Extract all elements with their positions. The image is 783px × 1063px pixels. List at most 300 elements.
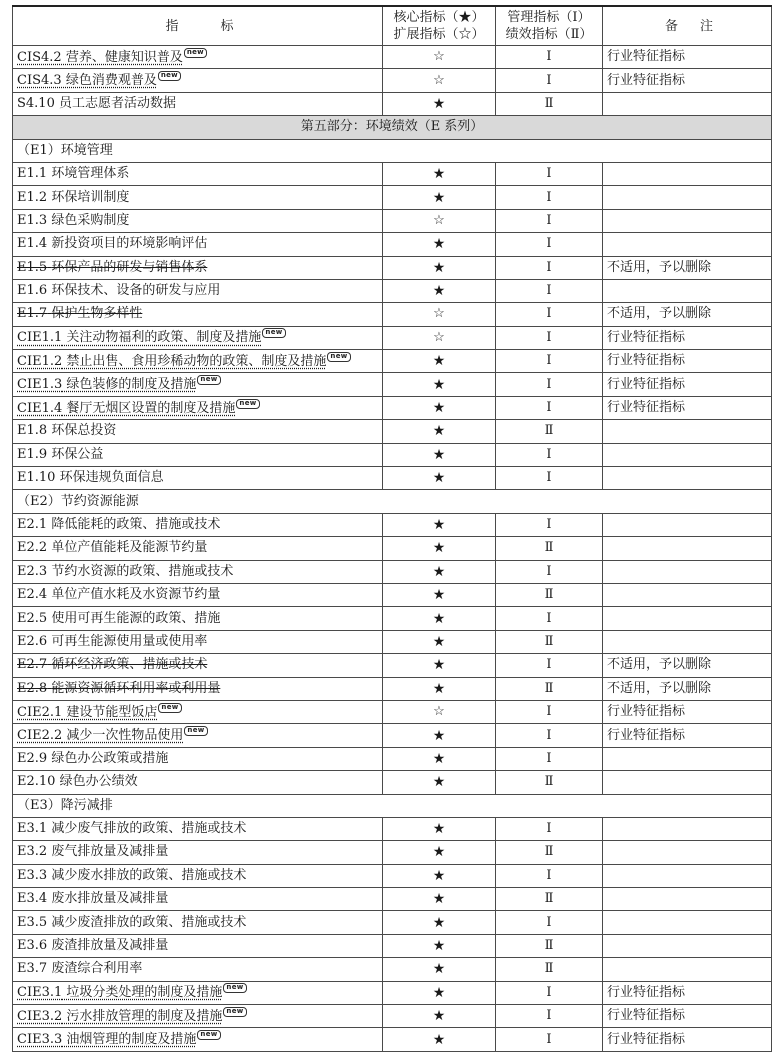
header-core-extended [383,6,496,46]
subsection-row [13,794,772,817]
core-star-icon: ★ [383,373,496,396]
extended-star-icon: ☆ [383,326,496,349]
table-row [13,396,772,419]
table-row [13,326,772,349]
table-row [13,771,772,794]
indicator-type: Ⅱ [496,420,603,443]
table-row [13,747,772,770]
indicator-code: E3.6 [17,938,48,954]
indicator-code: E2.8 [17,680,48,696]
indicator-cell [13,560,383,583]
indicator-name: 餐厅无烟区设置的制度及措施 [66,400,236,416]
table-row [13,888,772,911]
indicator-type: Ⅱ [496,958,603,981]
indicator-text [17,774,138,789]
header-indicator-label: 指标 [165,18,276,34]
indicator-text [17,470,164,485]
indicator-text [17,306,142,321]
indicator-table [12,5,772,1052]
table-row [13,46,772,69]
table-row [13,607,772,630]
indicator-cell [13,771,383,794]
indicator-name: 建设节能型饭店 [66,704,158,720]
indicator-type: Ⅰ [496,350,603,373]
table-row [13,209,772,232]
indicator-type: Ⅱ [496,934,603,957]
indicator-name: 污水排放管理的制度及措施 [66,1008,223,1024]
note-cell [603,630,772,653]
header-extended-label: 扩展指标（☆） [393,27,485,42]
indicator-type: Ⅱ [496,630,603,653]
table-row [13,69,772,92]
table-row [13,958,772,981]
indicator-cell [13,747,383,770]
indicator-name: 油烟管理的制度及措施 [66,1032,197,1048]
core-star-icon: ★ [383,513,496,536]
table-row [13,279,772,302]
indicator-name: 单位产值能耗及能源节约量 [51,540,208,556]
note-cell: 行业特征指标 [603,981,772,1004]
core-star-icon: ★ [383,467,496,490]
indicator-text [17,705,157,720]
indicator-text [17,587,220,602]
indicator-type: Ⅰ [496,654,603,677]
table-row [13,443,772,466]
indicator-type: Ⅰ [496,256,603,279]
indicator-code: E2.10 [17,774,56,790]
indicator-name: 废渣排放量及减排量 [51,938,169,954]
table-row [13,186,772,209]
indicator-text [17,728,183,743]
note-cell [603,233,772,256]
table-row [13,467,772,490]
indicator-name: 环境管理体系 [51,166,130,182]
indicator-type: Ⅰ [496,747,603,770]
indicator-cell [13,186,383,209]
table-row [13,256,772,279]
indicator-text [17,190,129,205]
table-row [13,841,772,864]
indicator-cell [13,1005,383,1028]
header-note [603,6,772,46]
indicator-cell [13,256,383,279]
extended-star-icon: ☆ [383,69,496,92]
indicator-code: CIE1.2 [17,353,63,369]
table-header [13,6,772,46]
table-row [13,934,772,957]
indicator-code: E1.10 [17,470,56,486]
table-row [13,864,772,887]
indicator-cell [13,841,383,864]
subsection-row [13,139,772,162]
note-cell [603,560,772,583]
indicator-code: E2.9 [17,750,48,766]
indicator-type: Ⅰ [496,817,603,840]
indicator-type: Ⅱ [496,677,603,700]
table-row [13,537,772,560]
note-cell [603,537,772,560]
indicator-type: Ⅰ [496,162,603,185]
note-cell: 不适用，予以删除 [603,256,772,279]
indicator-name: 循环经济政策、措施或技术 [51,657,208,673]
table-row [13,513,772,536]
indicator-name: 绿色消费观普及 [65,73,157,89]
note-cell: 行业特征指标 [603,326,772,349]
note-cell: 行业特征指标 [603,69,772,92]
table-row [13,350,772,373]
indicator-code: E1.7 [17,306,48,322]
indicator-name: 废渣综合利用率 [51,961,143,977]
indicator-text [17,1009,222,1024]
table-row [13,420,772,443]
indicator-type: Ⅰ [496,981,603,1004]
note-cell [603,771,772,794]
indicator-type: Ⅰ [496,700,603,723]
indicator-code: CIE1.3 [17,377,63,393]
indicator-name: 减少废水排放的政策、措施或技术 [51,867,247,883]
indicator-cell [13,888,383,911]
indicator-cell [13,1028,383,1051]
table-row [13,560,772,583]
header-management-performance [496,6,603,46]
indicator-cell [13,513,383,536]
indicator-type: Ⅰ [496,467,603,490]
indicator-code: E1.9 [17,446,48,462]
indicator-type: Ⅰ [496,560,603,583]
indicator-name: 绿色办公政策或措施 [51,750,169,766]
indicator-name: 环保公益 [51,446,104,462]
indicator-cell [13,233,383,256]
indicator-text [17,611,220,626]
core-star-icon: ★ [383,888,496,911]
indicator-code: E1.1 [17,166,48,182]
indicator-cell [13,420,383,443]
indicator-text [17,213,129,228]
indicator-code: S4.10 [17,95,55,111]
subsection-row [13,490,772,513]
indicator-type: Ⅰ [496,1028,603,1051]
indicator-type: Ⅰ [496,443,603,466]
indicator-code: CIS4.2 [17,49,62,65]
indicator-cell [13,864,383,887]
new-badge-icon: new [223,1007,246,1017]
indicator-cell [13,46,383,69]
indicator-type: Ⅱ [496,841,603,864]
note-cell [603,420,772,443]
indicator-text [17,283,220,298]
indicator-type: Ⅰ [496,279,603,302]
indicator-name: 节约水资源的政策、措施或技术 [51,563,234,579]
indicator-code: E3.4 [17,891,48,907]
subsection-title: （E3）降污减排 [13,794,772,817]
indicator-text [17,50,183,65]
indicator-type: Ⅰ [496,303,603,326]
indicator-name: 绿色采购制度 [51,212,130,228]
indicator-cell [13,958,383,981]
indicator-cell [13,911,383,934]
indicator-text [17,330,261,345]
indicator-text [17,681,220,696]
indicator-name: 可再生能源使用量或使用率 [51,633,208,649]
indicator-text [17,938,168,953]
table-row [13,92,772,115]
indicator-name: 减少一次性物品使用 [66,728,184,744]
table-row [13,724,772,747]
indicator-type: Ⅰ [496,46,603,69]
indicator-type: Ⅰ [496,513,603,536]
core-star-icon: ★ [383,92,496,115]
indicator-cell [13,467,383,490]
table-row [13,700,772,723]
header-management-label: 管理指标（Ⅰ） [507,10,591,25]
indicator-code: E2.5 [17,610,48,626]
note-cell: 行业特征指标 [603,396,772,419]
indicator-cell [13,396,383,419]
note-cell [603,583,772,606]
header-performance-label: 绩效指标（Ⅱ） [505,27,593,42]
indicator-cell [13,677,383,700]
core-star-icon: ★ [383,279,496,302]
indicator-text [17,657,207,672]
header-row [13,6,772,46]
core-star-icon: ★ [383,396,496,419]
indicator-cell [13,326,383,349]
indicator-code: CIE2.2 [17,728,63,744]
indicator-text [17,915,246,930]
indicator-name: 废气排放量及减排量 [51,844,169,860]
indicator-text [17,564,233,579]
indicator-type: Ⅰ [496,233,603,256]
indicator-cell [13,654,383,677]
indicator-cell [13,373,383,396]
core-star-icon: ★ [383,1005,496,1028]
indicator-type: Ⅰ [496,396,603,419]
indicator-name: 环保总投资 [51,423,117,439]
note-cell [603,888,772,911]
note-cell [603,513,772,536]
note-cell: 行业特征指标 [603,350,772,373]
indicator-cell [13,724,383,747]
table-row [13,233,772,256]
indicator-code: E2.1 [17,517,48,532]
note-cell [603,209,772,232]
indicator-text [17,73,157,88]
indicator-code: E1.3 [17,212,48,228]
indicator-name: 绿色装修的制度及措施 [66,377,197,393]
indicator-code: CIE3.3 [17,1032,63,1048]
indicator-code: E1.8 [17,423,48,439]
section-header-row [13,116,772,139]
core-star-icon: ★ [383,630,496,653]
note-cell: 不适用，予以删除 [603,654,772,677]
indicator-code: CIS4.3 [17,73,62,89]
note-cell: 行业特征指标 [603,724,772,747]
indicator-name: 废水排放量及减排量 [51,891,169,907]
core-star-icon: ★ [383,817,496,840]
indicator-text [17,961,142,976]
indicator-cell [13,69,383,92]
indicator-cell [13,279,383,302]
indicator-name: 减少废气排放的政策、措施或技术 [51,821,247,837]
table-row [13,162,772,185]
core-star-icon: ★ [383,162,496,185]
indicator-text [17,447,103,462]
new-badge-icon: new [184,48,207,58]
indicator-code: E1.6 [17,283,48,299]
extended-star-icon: ☆ [383,46,496,69]
note-cell [603,92,772,115]
core-star-icon: ★ [383,583,496,606]
indicator-cell [13,934,383,957]
table-row [13,654,772,677]
indicator-text [17,260,207,275]
indicator-cell [13,583,383,606]
indicator-text [17,166,129,181]
indicator-name: 禁止出售、食用珍稀动物的政策、制度及措施 [66,353,327,369]
indicator-code: CIE3.2 [17,1008,63,1024]
new-badge-icon: new [223,983,246,993]
indicator-cell [13,981,383,1004]
core-star-icon: ★ [383,934,496,957]
indicator-type: Ⅱ [496,771,603,794]
indicator-text [17,401,235,416]
indicator-text [17,1032,196,1047]
indicator-type: Ⅰ [496,209,603,232]
indicator-name: 能源资源循环利用率或利用量 [51,680,221,696]
core-star-icon: ★ [383,654,496,677]
extended-star-icon: ☆ [383,303,496,326]
indicator-type: Ⅰ [496,326,603,349]
indicator-code: CIE3.1 [17,985,63,1001]
indicator-text [17,236,207,251]
indicator-text [17,377,196,392]
indicator-code: E3.5 [17,914,48,930]
note-cell [603,279,772,302]
indicator-type: Ⅰ [496,911,603,934]
indicator-type: Ⅰ [496,373,603,396]
indicator-cell [13,630,383,653]
indicator-cell [13,303,383,326]
core-star-icon: ★ [383,420,496,443]
indicator-text [17,517,220,532]
indicator-code: E2.7 [17,657,48,673]
indicator-code: CIE2.1 [17,704,63,720]
subsection-title: （E1）环境管理 [13,139,772,162]
note-cell [603,958,772,981]
header-note-label: 备注 [664,18,735,34]
note-cell: 行业特征指标 [603,1028,772,1051]
note-cell [603,841,772,864]
indicator-cell [13,443,383,466]
core-star-icon: ★ [383,443,496,466]
new-badge-icon: new [184,726,207,736]
core-star-icon: ★ [383,747,496,770]
indicator-cell [13,162,383,185]
core-star-icon: ★ [383,841,496,864]
indicator-type: Ⅱ [496,888,603,911]
indicator-text [17,751,168,766]
subsection-title: （E2）节约资源能源 [13,490,772,513]
extended-star-icon: ☆ [383,209,496,232]
indicator-text [17,540,207,555]
indicator-text [17,634,207,649]
table-row [13,583,772,606]
indicator-name: 使用可再生能源的政策、措施 [51,610,221,626]
indicator-text [17,891,168,906]
table-row [13,677,772,700]
indicator-cell [13,350,383,373]
indicator-type: Ⅱ [496,583,603,606]
indicator-cell [13,700,383,723]
indicator-type: Ⅱ [496,537,603,560]
core-star-icon: ★ [383,958,496,981]
new-badge-icon: new [197,1030,220,1040]
indicator-text [17,868,246,883]
core-star-icon: ★ [383,560,496,583]
indicator-type: Ⅰ [496,864,603,887]
indicator-type: Ⅰ [496,724,603,747]
indicator-code: E1.5 [17,259,48,275]
note-cell [603,162,772,185]
core-star-icon: ★ [383,724,496,747]
indicator-text [17,96,176,111]
core-star-icon: ★ [383,186,496,209]
indicator-code: E3.1 [17,821,48,837]
indicator-name: 减少废渣排放的政策、措施或技术 [51,914,247,930]
indicator-name: 垃圾分类处理的制度及措施 [66,985,223,1001]
indicator-code: E3.2 [17,844,48,860]
indicator-text [17,423,116,438]
indicator-name: 单位产值水耗及水资源节约量 [51,587,221,603]
indicator-name: 环保技术、设备的研发与应用 [51,283,221,299]
indicator-name: 绿色办公绩效 [59,774,138,790]
section-title: 第五部分：环境绩效（E 系列） [13,116,772,139]
note-cell: 行业特征指标 [603,46,772,69]
table-row [13,1005,772,1028]
indicator-type: Ⅰ [496,607,603,630]
note-cell [603,607,772,630]
indicator-text [17,354,326,369]
note-cell [603,747,772,770]
indicator-cell [13,209,383,232]
table-row [13,303,772,326]
indicator-code: E1.4 [17,236,48,252]
core-star-icon: ★ [383,1028,496,1051]
core-star-icon: ★ [383,607,496,630]
core-star-icon: ★ [383,771,496,794]
indicator-name: 保护生物多样性 [51,306,143,322]
indicator-cell [13,92,383,115]
core-star-icon: ★ [383,256,496,279]
indicator-code: E3.7 [17,961,48,977]
indicator-name: 员工志愿者活动数据 [59,95,177,111]
indicator-code: CIE1.4 [17,400,63,416]
new-badge-icon: new [158,71,181,81]
new-badge-icon: new [327,352,350,362]
new-badge-icon: new [197,375,220,385]
indicator-name: 营养、健康知识普及 [65,49,183,65]
indicator-name: 关注动物福利的政策、制度及措施 [66,330,262,346]
table-body [13,46,772,1052]
indicator-cell [13,537,383,560]
table-row [13,630,772,653]
indicator-code: CIE1.1 [17,330,63,346]
core-star-icon: ★ [383,233,496,256]
note-cell: 行业特征指标 [603,373,772,396]
table-row [13,1028,772,1051]
new-badge-icon: new [262,328,285,338]
indicator-text [17,821,246,836]
